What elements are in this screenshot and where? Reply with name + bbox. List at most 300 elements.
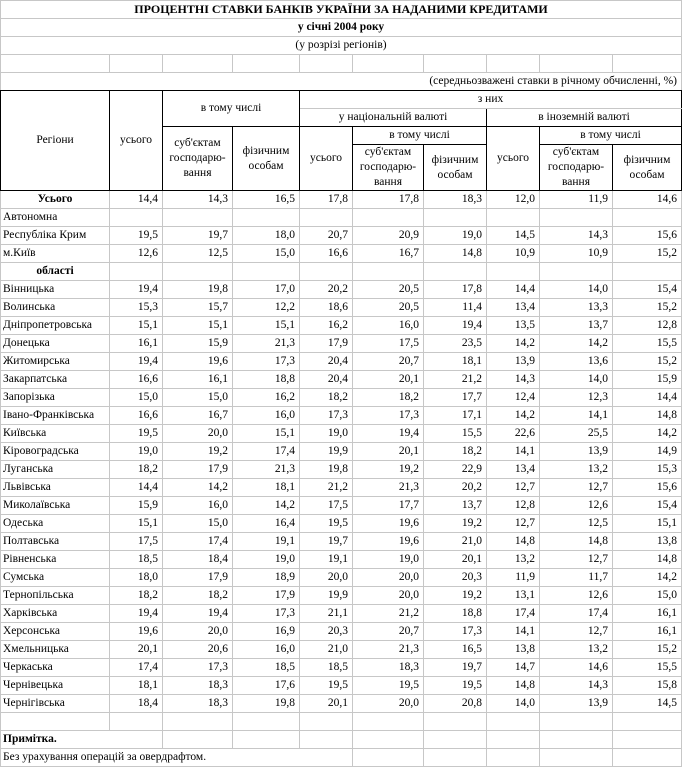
row-label: Сумська [1, 569, 110, 587]
cell-value: 17,4 [487, 605, 540, 623]
row-label: Дніпропетровська [1, 317, 110, 335]
cell-value: 20,7 [353, 623, 424, 641]
cell-value: 21,0 [300, 641, 353, 659]
cell-value: 16,1 [110, 335, 163, 353]
cell-value: 18,0 [110, 569, 163, 587]
row-label: Донецька [1, 335, 110, 353]
cell-value: 19,2 [163, 443, 233, 461]
cell-value: 17,9 [233, 587, 300, 605]
cell-value: 20,0 [163, 623, 233, 641]
cell-value: 19,9 [300, 587, 353, 605]
table-row [1, 623, 682, 641]
cell-value: 16,4 [233, 515, 300, 533]
cell-value: 15,0 [613, 587, 682, 605]
table-row [1, 551, 682, 569]
header-total: усього [110, 91, 163, 191]
table-row [1, 443, 682, 461]
table-row-total [1, 191, 682, 209]
table-row-kyiv-city [1, 245, 682, 263]
cell-value: 20,1 [353, 443, 424, 461]
cell-value: 19,8 [163, 281, 233, 299]
cell-value: 19,1 [300, 551, 353, 569]
cell-value: 19,6 [163, 353, 233, 371]
cell-value: 18,4 [110, 695, 163, 713]
table-row [1, 515, 682, 533]
cell-value: 15,5 [424, 425, 487, 443]
cell-value: 20,1 [110, 641, 163, 659]
cell-value: 20,4 [300, 371, 353, 389]
cell-value: 17,4 [110, 659, 163, 677]
cell-value: 14,1 [487, 623, 540, 641]
cell-value: 16,7 [163, 407, 233, 425]
cell-value: 14,5 [613, 695, 682, 713]
cell-value: 22,6 [487, 425, 540, 443]
cell-value: 20,0 [300, 569, 353, 587]
cell-value: 15,3 [613, 461, 682, 479]
header-entities: суб'єктам господарю-вання [163, 127, 233, 191]
table-row [1, 479, 682, 497]
header-foreign-entities: суб'єктам господарю-вання [540, 145, 613, 191]
cell-value: 15,1 [163, 317, 233, 335]
cell-value: 16,0 [233, 641, 300, 659]
cell-value: 12,4 [487, 389, 540, 407]
cell-value: 16,5 [424, 641, 487, 659]
cell-value: 17,3 [424, 623, 487, 641]
cell-value: 13,9 [487, 353, 540, 371]
cell-value: 20,3 [424, 569, 487, 587]
cell-value: 13,3 [540, 299, 613, 317]
cell-value: 20,1 [300, 695, 353, 713]
cell-value: 21,3 [233, 335, 300, 353]
cell-value: 21,0 [424, 533, 487, 551]
table-row [1, 533, 682, 551]
cell-value: 17,7 [424, 389, 487, 407]
row-label: Одеська [1, 515, 110, 533]
row-label: Київська [1, 425, 110, 443]
header-national-individuals: фізичним особам [424, 145, 487, 191]
cell-value: 12,8 [613, 317, 682, 335]
cell-value: 12,3 [540, 389, 613, 407]
cell-value: 20,6 [163, 641, 233, 659]
cell-value: 19,0 [233, 551, 300, 569]
cell-value: 20,0 [163, 425, 233, 443]
cell-value: 18,5 [233, 659, 300, 677]
table-row [1, 317, 682, 335]
cell-value: 17,3 [233, 353, 300, 371]
cell-value: 19,6 [353, 515, 424, 533]
cell-value: 14,3 [540, 227, 613, 245]
cell-value: 20,3 [300, 623, 353, 641]
cell-value: 14,2 [487, 335, 540, 353]
table-row [1, 641, 682, 659]
cell-value: 17,9 [300, 335, 353, 353]
page-subtitle: у січні 2004 року [1, 19, 682, 37]
note-text: Без урахування операцій за овердрафтом. [1, 749, 353, 767]
row-label: Рівненська [1, 551, 110, 569]
cell-value: 13,7 [540, 317, 613, 335]
cell-value: 20,0 [353, 695, 424, 713]
cell-value: 17,8 [424, 281, 487, 299]
cell-value: 17,3 [163, 659, 233, 677]
row-label: Вінницька [1, 281, 110, 299]
row-label: Харківська [1, 605, 110, 623]
row-label: Полтавська [1, 533, 110, 551]
note-label: Примітка. [1, 731, 163, 749]
table-row [1, 461, 682, 479]
cell-value: 16,6 [110, 407, 163, 425]
row-label: Житомирська [1, 353, 110, 371]
cell-value: 14,4 [613, 389, 682, 407]
cell-value: 15,9 [163, 335, 233, 353]
cell-value: 16,7 [353, 245, 424, 263]
table-row [1, 407, 682, 425]
cell-value: 19,0 [110, 443, 163, 461]
cell-value: 16,1 [613, 605, 682, 623]
row-label: Чернігівська [1, 695, 110, 713]
row-label: Чернівецька [1, 677, 110, 695]
cell-value: 11,9 [487, 569, 540, 587]
row-label: Миколаївська [1, 497, 110, 515]
cell-value: 20,0 [353, 587, 424, 605]
cell-value: 14,8 [613, 551, 682, 569]
cell-value: 16,9 [233, 623, 300, 641]
cell-value: 14,1 [540, 407, 613, 425]
cell-value: 16,0 [353, 317, 424, 335]
header-foreign-currency: в іноземній валюті [487, 109, 682, 127]
table-row [1, 497, 682, 515]
table-row-crimea [1, 227, 682, 245]
cell-value: 19,4 [110, 605, 163, 623]
cell-value: 17,9 [163, 461, 233, 479]
cell-value: 14,1 [487, 443, 540, 461]
cell-value: 20,0 [353, 569, 424, 587]
page-subtitle-regions: (у розрізі регіонів) [1, 37, 682, 55]
cell-value: 20,9 [353, 227, 424, 245]
header-national-currency: у національній валюті [300, 109, 487, 127]
cell-value: 19,2 [353, 461, 424, 479]
cell-value: 18,3 [163, 695, 233, 713]
cell-value: 19,5 [424, 677, 487, 695]
header-national-entities: суб'єктам господарю-вання [353, 145, 424, 191]
cell-value: 16,6 [300, 245, 353, 263]
cell-value: 16,6 [110, 371, 163, 389]
cell-value: 14,2 [540, 335, 613, 353]
cell-value: 15,5 [613, 335, 682, 353]
cell-value: 18,9 [233, 569, 300, 587]
cell-value: 19,4 [110, 353, 163, 371]
cell-value: 18,3 [353, 659, 424, 677]
cell-value: 13,4 [487, 461, 540, 479]
row-label: Івано-Франківська [1, 407, 110, 425]
cell-value: 17,5 [110, 533, 163, 551]
cell-value: 22,9 [424, 461, 487, 479]
cell-value: 14,2 [613, 569, 682, 587]
row-label: Автономна [1, 209, 110, 227]
cell-value: 19,5 [110, 227, 163, 245]
cell-value: 16,1 [163, 371, 233, 389]
cell-value: 15,2 [613, 245, 682, 263]
row-label: Кіровоградська [1, 443, 110, 461]
cell-value: 18,0 [233, 227, 300, 245]
cell-value: 19,0 [424, 227, 487, 245]
row-label: Закарпатська [1, 371, 110, 389]
cell-value: 21,3 [233, 461, 300, 479]
cell-value: 15,2 [613, 353, 682, 371]
cell-value: 14,3 [163, 191, 233, 209]
row-label: м.Київ [1, 245, 110, 263]
cell-value: 16,2 [300, 317, 353, 335]
cell-value: 20,1 [353, 371, 424, 389]
cell-value: 12,7 [487, 515, 540, 533]
table-row [1, 677, 682, 695]
cell-value: 14,2 [487, 407, 540, 425]
cell-value: 15,1 [110, 317, 163, 335]
cell-value: 17,3 [353, 407, 424, 425]
cell-value: 12,0 [487, 191, 540, 209]
units-note: (середньозважені ставки в річному обчисленні, %) [1, 73, 682, 91]
cell-value: 14,2 [233, 497, 300, 515]
cell-value: 15,1 [110, 515, 163, 533]
cell-value: 20,1 [424, 551, 487, 569]
cell-value: 14,4 [487, 281, 540, 299]
cell-value: 17,4 [540, 605, 613, 623]
cell-value: 11,4 [424, 299, 487, 317]
cell-value: 13,5 [487, 317, 540, 335]
cell-value: 15,6 [613, 227, 682, 245]
row-label: Черкаська [1, 659, 110, 677]
cell-value: 15,0 [163, 515, 233, 533]
cell-value: 19,4 [353, 425, 424, 443]
table-row [1, 371, 682, 389]
cell-value: 14,8 [487, 677, 540, 695]
header-individuals: фізичним особам [233, 127, 300, 191]
cell-value: 14,7 [487, 659, 540, 677]
row-label: Республіка Крим [1, 227, 110, 245]
cell-value: 13,8 [487, 641, 540, 659]
table-row [1, 695, 682, 713]
cell-value: 18,2 [110, 461, 163, 479]
cell-value: 20,2 [424, 479, 487, 497]
cell-value: 14,4 [110, 191, 163, 209]
cell-value: 15,0 [233, 245, 300, 263]
cell-value: 16,5 [233, 191, 300, 209]
cell-value: 19,8 [300, 461, 353, 479]
cell-value: 17,7 [353, 497, 424, 515]
cell-value: 18,2 [424, 443, 487, 461]
cell-value: 11,7 [540, 569, 613, 587]
cell-value: 14,9 [613, 443, 682, 461]
page-title: ПРОЦЕНТНІ СТАВКИ БАНКІВ УКРАЇНИ ЗА НАДАНИМИ КРЕДИТАМИ [1, 1, 682, 19]
cell-value: 19,7 [300, 533, 353, 551]
cell-value: 23,5 [424, 335, 487, 353]
cell-value: 14,8 [487, 533, 540, 551]
cell-value: 14,0 [540, 281, 613, 299]
cell-value: 12,7 [487, 479, 540, 497]
cell-value: 14,8 [540, 533, 613, 551]
cell-value: 18,1 [233, 479, 300, 497]
cell-value: 19,5 [353, 677, 424, 695]
cell-value: 13,9 [540, 443, 613, 461]
header-national-including: в тому числі [353, 127, 487, 145]
cell-value: 17,5 [353, 335, 424, 353]
cell-value: 15,1 [233, 425, 300, 443]
table-row [1, 569, 682, 587]
cell-value: 21,2 [353, 605, 424, 623]
cell-value: 19,2 [424, 587, 487, 605]
row-label: Луганська [1, 461, 110, 479]
cell-value: 15,6 [613, 479, 682, 497]
cell-value: 15,2 [613, 641, 682, 659]
header-regions: Регіони [1, 91, 110, 191]
cell-value: 18,2 [110, 587, 163, 605]
table-row [1, 335, 682, 353]
table-row [1, 281, 682, 299]
cell-value: 12,6 [110, 245, 163, 263]
cell-value: 19,6 [353, 533, 424, 551]
cell-value: 20,7 [353, 353, 424, 371]
cell-value: 18,2 [300, 389, 353, 407]
cell-value: 14,2 [163, 479, 233, 497]
cell-value: 12,2 [233, 299, 300, 317]
cell-value: 14,3 [540, 677, 613, 695]
cell-value: 15,3 [110, 299, 163, 317]
cell-value: 19,5 [300, 677, 353, 695]
cell-value: 18,4 [163, 551, 233, 569]
cell-value: 12,5 [540, 515, 613, 533]
cell-value: 20,5 [353, 281, 424, 299]
cell-value: 21,2 [424, 371, 487, 389]
cell-value: 14,8 [424, 245, 487, 263]
cell-value: 15,8 [613, 677, 682, 695]
cell-value: 19,0 [300, 425, 353, 443]
cell-value: 17,8 [353, 191, 424, 209]
header-national-total: усього [300, 127, 353, 191]
cell-value: 10,9 [487, 245, 540, 263]
cell-value: 19,4 [424, 317, 487, 335]
cell-value: 19,4 [110, 281, 163, 299]
table-row [1, 659, 682, 677]
cell-value: 10,9 [540, 245, 613, 263]
cell-value: 19,4 [163, 605, 233, 623]
cell-value: 15,1 [233, 317, 300, 335]
cell-value: 19,5 [300, 515, 353, 533]
cell-value: 19,7 [163, 227, 233, 245]
cell-value: 13,2 [540, 641, 613, 659]
row-label: Львівська [1, 479, 110, 497]
cell-value: 20,2 [300, 281, 353, 299]
cell-value: 12,6 [540, 587, 613, 605]
header-including: в тому числі [163, 91, 300, 127]
cell-value: 15,4 [613, 281, 682, 299]
row-label: Тернопільська [1, 587, 110, 605]
cell-value: 17,8 [300, 191, 353, 209]
cell-value: 17,9 [163, 569, 233, 587]
cell-value: 14,6 [613, 191, 682, 209]
header-foreign-including: в тому числі [540, 127, 682, 145]
cell-value: 17,6 [233, 677, 300, 695]
cell-value: 21,3 [353, 479, 424, 497]
table-row [1, 425, 682, 443]
row-label: Волинська [1, 299, 110, 317]
cell-value: 15,5 [613, 659, 682, 677]
table-row [1, 587, 682, 605]
cell-value: 18,5 [110, 551, 163, 569]
cell-value: 21,2 [300, 479, 353, 497]
cell-value: 11,9 [540, 191, 613, 209]
cell-value: 18,2 [353, 389, 424, 407]
cell-value: 19,0 [353, 551, 424, 569]
cell-value: 15,0 [110, 389, 163, 407]
table-row [1, 353, 682, 371]
cell-value: 13,2 [487, 551, 540, 569]
cell-value: 15,0 [163, 389, 233, 407]
cell-value: 17,1 [424, 407, 487, 425]
oblasts-label: області [1, 263, 110, 281]
cell-value: 18,8 [233, 371, 300, 389]
cell-value: 12,5 [163, 245, 233, 263]
cell-value: 18,5 [300, 659, 353, 677]
table-row [1, 605, 682, 623]
cell-value: 18,3 [163, 677, 233, 695]
cell-value: 20,8 [424, 695, 487, 713]
cell-value: 15,4 [613, 497, 682, 515]
cell-value: 13,6 [540, 353, 613, 371]
header-of-them: з них [300, 91, 682, 109]
cell-value: 13,7 [424, 497, 487, 515]
cell-value: 18,6 [300, 299, 353, 317]
cell-value: 17,3 [300, 407, 353, 425]
cell-value: 12,7 [540, 551, 613, 569]
cell-value: 13,9 [540, 695, 613, 713]
table-row [1, 389, 682, 407]
row-label: Усього [1, 191, 110, 209]
cell-value: 17,3 [233, 605, 300, 623]
cell-value: 16,1 [613, 623, 682, 641]
cell-value: 16,2 [233, 389, 300, 407]
cell-value: 13,8 [613, 533, 682, 551]
cell-value: 12,7 [540, 479, 613, 497]
header-foreign-total: усього [487, 127, 540, 191]
header-foreign-individuals: фізичним особам [613, 145, 682, 191]
cell-value: 15,9 [110, 497, 163, 515]
cell-value: 16,0 [233, 407, 300, 425]
table-row [1, 299, 682, 317]
cell-value: 19,6 [110, 623, 163, 641]
row-label: Запорізька [1, 389, 110, 407]
cell-value: 17,0 [233, 281, 300, 299]
cell-value: 21,3 [353, 641, 424, 659]
cell-value: 15,7 [163, 299, 233, 317]
cell-value: 13,1 [487, 587, 540, 605]
row-label: Херсонська [1, 623, 110, 641]
cell-value: 15,2 [613, 299, 682, 317]
cell-value: 19,5 [110, 425, 163, 443]
cell-value: 12,7 [540, 623, 613, 641]
cell-value: 18,1 [424, 353, 487, 371]
cell-value: 14,0 [540, 371, 613, 389]
cell-value: 14,3 [487, 371, 540, 389]
cell-value: 17,4 [163, 533, 233, 551]
cell-value: 20,4 [300, 353, 353, 371]
cell-value: 13,4 [487, 299, 540, 317]
cell-value: 14,2 [613, 425, 682, 443]
cell-value: 12,6 [540, 497, 613, 515]
cell-value: 20,5 [353, 299, 424, 317]
cell-value: 19,8 [233, 695, 300, 713]
cell-value: 15,9 [613, 371, 682, 389]
cell-value: 18,1 [110, 677, 163, 695]
cell-value: 18,8 [424, 605, 487, 623]
